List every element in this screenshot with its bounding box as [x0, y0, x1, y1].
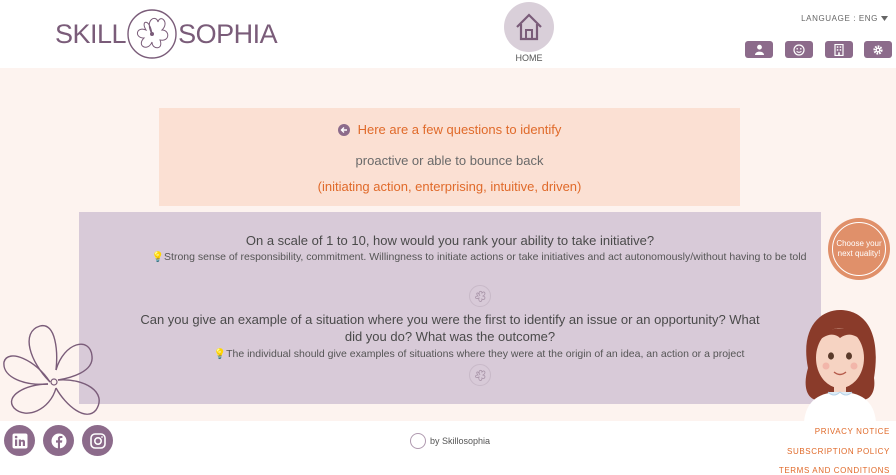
building-icon [834, 44, 844, 56]
facebook-link[interactable] [43, 425, 74, 456]
language-selector[interactable] [801, 14, 888, 23]
home-icon [513, 11, 545, 43]
privacy-notice-link[interactable]: PRIVACY NOTICE [814, 427, 890, 436]
company-button[interactable] [825, 41, 853, 58]
question-banner [159, 108, 740, 206]
lightbulb-icon: 💡 [213, 349, 227, 360]
questions-panel [79, 212, 821, 404]
logo-text-right: SOPHIA [178, 18, 278, 49]
banner-heading [159, 122, 740, 137]
question-hint-text: Strong sense of responsibility, commitment. Willingness to initiate actions or take initiatives and act autonomously/without having to be told [164, 251, 807, 263]
gear-icon [872, 44, 884, 56]
linkedin-link[interactable] [4, 425, 35, 456]
credit[interactable] [410, 433, 490, 449]
instagram-icon [90, 433, 106, 449]
assistant-avatar[interactable] [790, 308, 890, 422]
question-hint [149, 249, 809, 266]
question-title: Can you give an example of a situation where you were the first to identify an issue or an opportunity? What did you do? What was the outcome? [140, 312, 760, 344]
banner-line2: proactive or able to bounce back [355, 153, 544, 168]
credit-text: by Skillosophia [430, 436, 491, 446]
question-hint [149, 346, 809, 363]
question-hint-text: The individual should give examples of situations where they were at the origin of an idea, an action or a project [226, 348, 745, 360]
choose-next-quality-label: Choose your next quality! [832, 222, 886, 276]
logo-text-left: SKILL [55, 18, 127, 49]
flower-mini-icon [469, 285, 491, 307]
terms-and-conditions-link[interactable]: TERMS AND CONDITIONS [778, 466, 890, 475]
home-button[interactable] [504, 2, 554, 52]
smiley-icon [793, 44, 805, 56]
choose-next-quality-button[interactable] [828, 218, 890, 280]
flower-mini-icon [469, 364, 491, 386]
banner-line1: Here are a few questions to identify [357, 122, 562, 137]
banner-line3: (initiating action, enterprising, intuitive, driven) [317, 179, 582, 194]
user-icon [754, 44, 765, 55]
facebook-icon [51, 433, 67, 449]
home-label: HOME [515, 53, 543, 63]
instagram-link[interactable] [82, 425, 113, 456]
flower-logo-icon [126, 8, 178, 60]
chevron-down-icon [881, 16, 888, 21]
lightbulb-icon: 💡 [151, 252, 165, 263]
mood-button[interactable] [785, 41, 813, 58]
subscription-policy-link[interactable]: SUBSCRIPTION POLICY [787, 447, 890, 456]
profile-button[interactable] [745, 41, 773, 58]
flower-decoration-icon [0, 322, 110, 422]
logo[interactable] [55, 8, 277, 60]
linkedin-icon [12, 433, 28, 449]
language-label: LANGUAGE : ENG [801, 14, 878, 23]
back-arrow-icon[interactable] [338, 124, 350, 136]
settings-button[interactable] [864, 41, 892, 58]
flower-mini-icon [410, 433, 426, 449]
question-title: On a scale of 1 to 10, how would you rank your ability to take initiative? [245, 233, 655, 248]
